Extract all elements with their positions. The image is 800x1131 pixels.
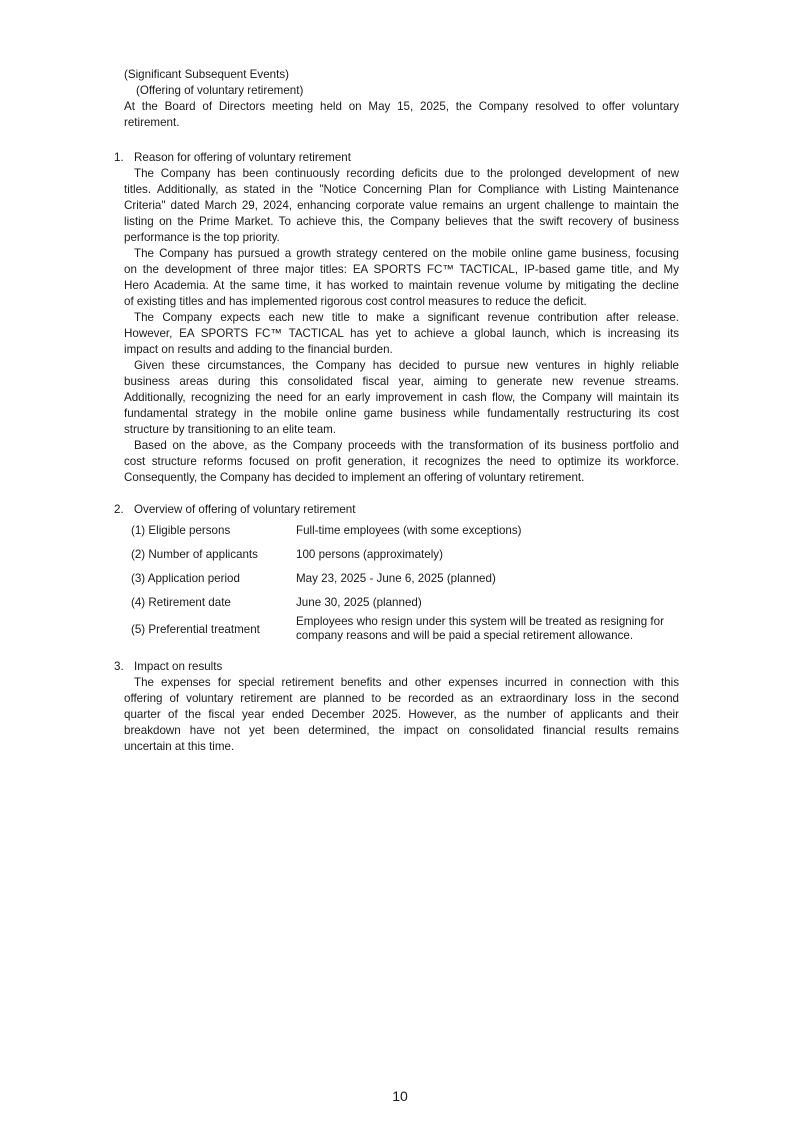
text-line: uncertain at this time. bbox=[124, 740, 235, 753]
text-line: structure by transitioning to an elite team. bbox=[124, 423, 337, 436]
text-line: of existing titles and has implemented rigorous cost control measures to reduce the deficit. bbox=[124, 295, 587, 308]
page-number: 10 bbox=[392, 1088, 408, 1104]
section3-number: 3. bbox=[114, 660, 124, 673]
text-line: cost structure reforms focused on profit generation, it recognizes the need to optimize its workforce. bbox=[124, 455, 679, 468]
section1-heading bbox=[114, 150, 351, 166]
text-line: on the development of three major titles: EA SPORTS FC™ TACTICAL, IP-based game title, and My bbox=[124, 263, 679, 276]
text-line: Consequently, the Company has decided to implement an offering of voluntary retirement. bbox=[124, 471, 585, 484]
row-value: 100 persons (approximately) bbox=[296, 548, 443, 561]
row-value-line: Employees who resign under this system will be treated as resigning for bbox=[296, 615, 664, 628]
text-line: Additionally, recognizing the need for an early improvement in cash flow, the Company will maintain its bbox=[124, 391, 679, 404]
row-value: Full-time employees (with some exceptions) bbox=[296, 524, 522, 537]
row-label: (2) Number of applicants bbox=[131, 548, 258, 561]
section3-title: Impact on results bbox=[134, 660, 223, 673]
section3-heading bbox=[114, 659, 222, 675]
text-line: The expenses for special retirement benefits and other expenses incurred in connection with this bbox=[134, 676, 679, 689]
row-value: June 30, 2025 (planned) bbox=[296, 596, 422, 609]
text-line: Given these circumstances, the Company has decided to pursue new ventures in highly reliable bbox=[134, 359, 679, 372]
section1-paragraph-4 bbox=[124, 358, 679, 438]
text-line: impact on results and adding to the financial burden. bbox=[124, 343, 393, 356]
text-line: listing on the Prime Market. To achieve this, the Company believes that the swift recovery of business bbox=[124, 215, 679, 228]
section2-number: 2. bbox=[114, 503, 124, 516]
section1-title: Reason for offering of voluntary retirement bbox=[134, 151, 351, 164]
text-line: However, EA SPORTS FC™ TACTICAL has yet to achieve a global launch, which is increasing its bbox=[124, 327, 679, 340]
text-line: Hero Academia. At the same time, it has worked to maintain revenue volume by mitigating the decline bbox=[124, 279, 679, 292]
section1-paragraph-5 bbox=[124, 438, 679, 486]
row-label: (1) Eligible persons bbox=[131, 524, 231, 537]
section1-number: 1. bbox=[114, 151, 124, 164]
section2-title: Overview of offering of voluntary retirement bbox=[134, 503, 356, 516]
section1-paragraph-3 bbox=[124, 310, 679, 358]
row-value-line: company reasons and will be paid a special retirement allowance. bbox=[296, 629, 634, 642]
section3-paragraph bbox=[124, 675, 679, 755]
text-line: The Company has pursued a growth strategy centered on the mobile online game business, focusing bbox=[134, 247, 679, 260]
row-label: (5) Preferential treatment bbox=[131, 623, 260, 636]
text-line: The Company has been continuously recording deficits due to the prolonged development of new bbox=[134, 167, 679, 180]
subsection-title: (Offering of voluntary retirement) bbox=[136, 84, 304, 97]
section2-heading bbox=[114, 502, 355, 518]
row-label: (3) Application period bbox=[131, 572, 240, 585]
text-line: The Company expects each new title to make a significant revenue contribution after release. bbox=[134, 311, 679, 324]
text-line: performance is the top priority. bbox=[124, 231, 280, 244]
row-label: (4) Retirement date bbox=[131, 596, 231, 609]
intro-line: At the Board of Directors meeting held on May 15, 2025, the Company resolved to offer voluntary bbox=[124, 100, 679, 113]
text-line: quarter of the fiscal year ended December 2025. However, as the number of applicants and their bbox=[124, 708, 679, 721]
text-line: offering of voluntary retirement are planned to be recorded as an extraordinary loss in the second bbox=[124, 692, 679, 705]
intro-line: retirement. bbox=[124, 116, 180, 129]
text-line: Based on the above, as the Company proceeds with the transformation of its business portfolio and bbox=[134, 439, 679, 452]
text-line: titles. Additionally, as stated in the "Notice Concerning Plan for Compliance with Listing Maintenance bbox=[124, 183, 679, 196]
row-value bbox=[296, 615, 681, 643]
text-line: fundamental strategy in the mobile online game business while fundamentally restructuring its cost bbox=[124, 407, 679, 420]
section1-paragraph-2 bbox=[124, 246, 679, 310]
row-value: May 23, 2025 - June 6, 2025 (planned) bbox=[296, 572, 496, 585]
intro-block bbox=[124, 67, 679, 131]
text-line: Criteria" dated March 29, 2024, enhancing corporate value remains an urgent challenge to maintain the bbox=[124, 199, 679, 212]
section1-paragraph-1 bbox=[124, 166, 679, 246]
text-line: breakdown have not yet been determined, the impact on consolidated financial results remains bbox=[124, 724, 679, 737]
text-line: business areas during this consolidated fiscal year, aiming to generate new revenue streams. bbox=[124, 375, 679, 388]
section-title: (Significant Subsequent Events) bbox=[124, 68, 289, 81]
